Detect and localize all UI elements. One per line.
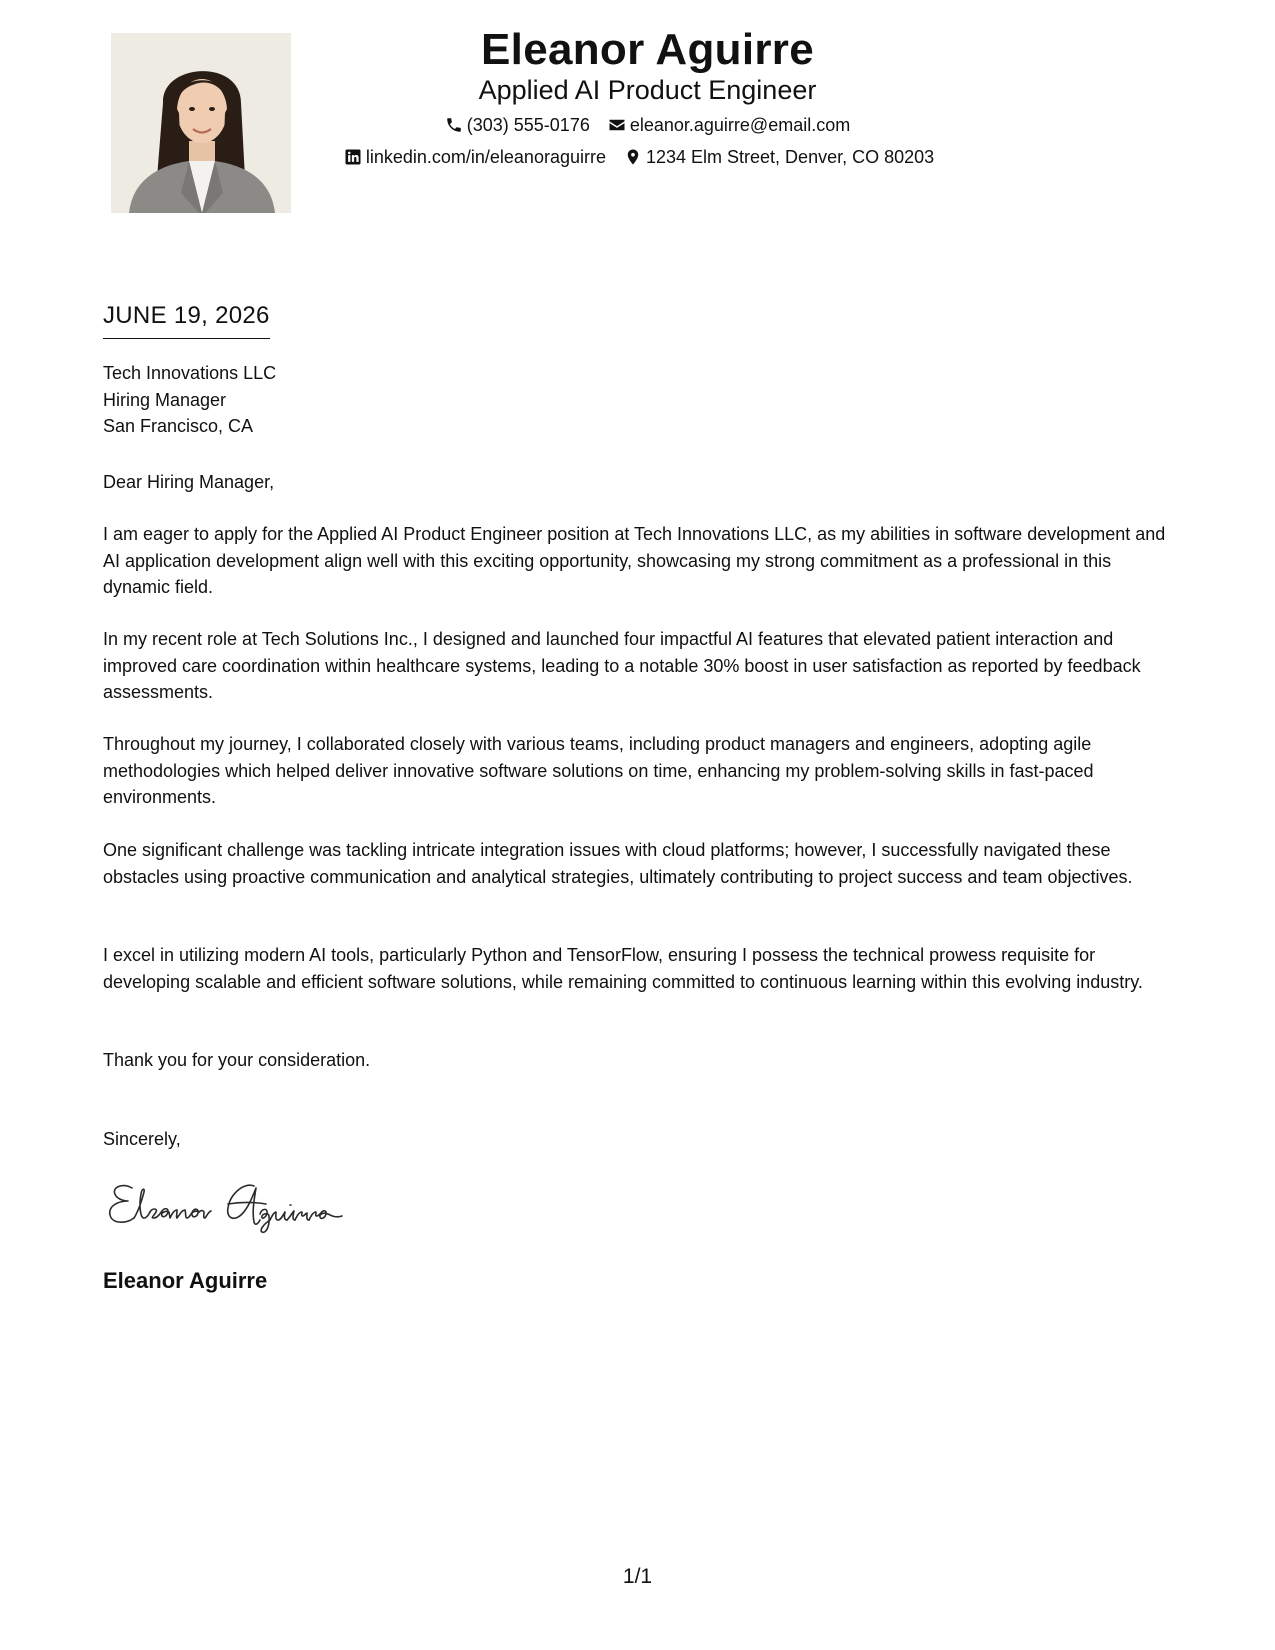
contact-linkedin [344, 145, 606, 169]
contact-row-primary [0, 113, 1275, 137]
recipient-contact: Hiring Manager [103, 389, 227, 410]
applicant-name: Eleanor Aguirre [481, 25, 814, 74]
body-paragraph: I am eager to apply for the Applied AI Product Engineer position at Tech Innovations LLC, as my abilities in software development and AI application development align well with this exciting opportunity, showcasing my strong commitment as a professional in this dynamic field. [103, 524, 1166, 597]
page-indicator: 1/1 [622, 1565, 653, 1588]
email-address: eleanor.aguirre@email.com [629, 115, 851, 135]
linkedin-icon [344, 148, 362, 166]
phone-icon [445, 116, 463, 134]
thank-you-line: Thank you for your consideration. [103, 1050, 371, 1070]
map-pin-icon [624, 148, 642, 166]
handwritten-signature [104, 1174, 364, 1236]
body-paragraph: In my recent role at Tech Solutions Inc., I designed and launched four impactful AI features that elevated patient interaction and improved care coordination within healthcare systems, leading to a notable 30% boost in user satisfaction as reported by feedback assessments. [103, 629, 1141, 702]
linkedin-url: linkedin.com/in/eleanoraguirre [365, 147, 606, 167]
body-paragraph: Throughout my journey, I collaborated closely with various teams, including product managers and engineers, adopting agile methodologies which helped deliver innovative software solutions on time, enhancing my problem-solving skills in fast-paced environments. [103, 734, 1094, 807]
applicant-job-title: Applied AI Product Engineer [478, 75, 817, 105]
contact-email [608, 113, 850, 137]
recipient-location: San Francisco, CA [103, 416, 254, 436]
recipient-company: Tech Innovations LLC [103, 363, 277, 383]
signer-name: Eleanor Aguirre [103, 1268, 268, 1293]
recipient-block [103, 360, 276, 440]
contact-address [624, 145, 934, 169]
closing-line: Sincerely, [103, 1129, 181, 1149]
postal-address: 1234 Elm Street, Denver, CO 80203 [645, 147, 935, 167]
contact-row-secondary [0, 145, 1275, 169]
body-paragraph: One significant challenge was tackling intricate integration issues with cloud platforms; however, I successfully navigated these obstacles using proactive communication and analytical strategies, ultimately contributing to project success and team objectives. [103, 840, 1133, 887]
phone-number: (303) 555-0176 [466, 115, 590, 135]
salutation: Dear Hiring Manager, [103, 472, 275, 492]
envelope-icon [608, 116, 626, 134]
contact-phone [445, 113, 590, 137]
body-paragraph: I excel in utilizing modern AI tools, particularly Python and TensorFlow, ensuring I possess the technical prowess requisite for developing scalable and efficient software solutions, while remaining committed to continuous learning within this evolving industry. [103, 945, 1143, 992]
letter-date: JUNE 19, 2026 [103, 300, 270, 339]
